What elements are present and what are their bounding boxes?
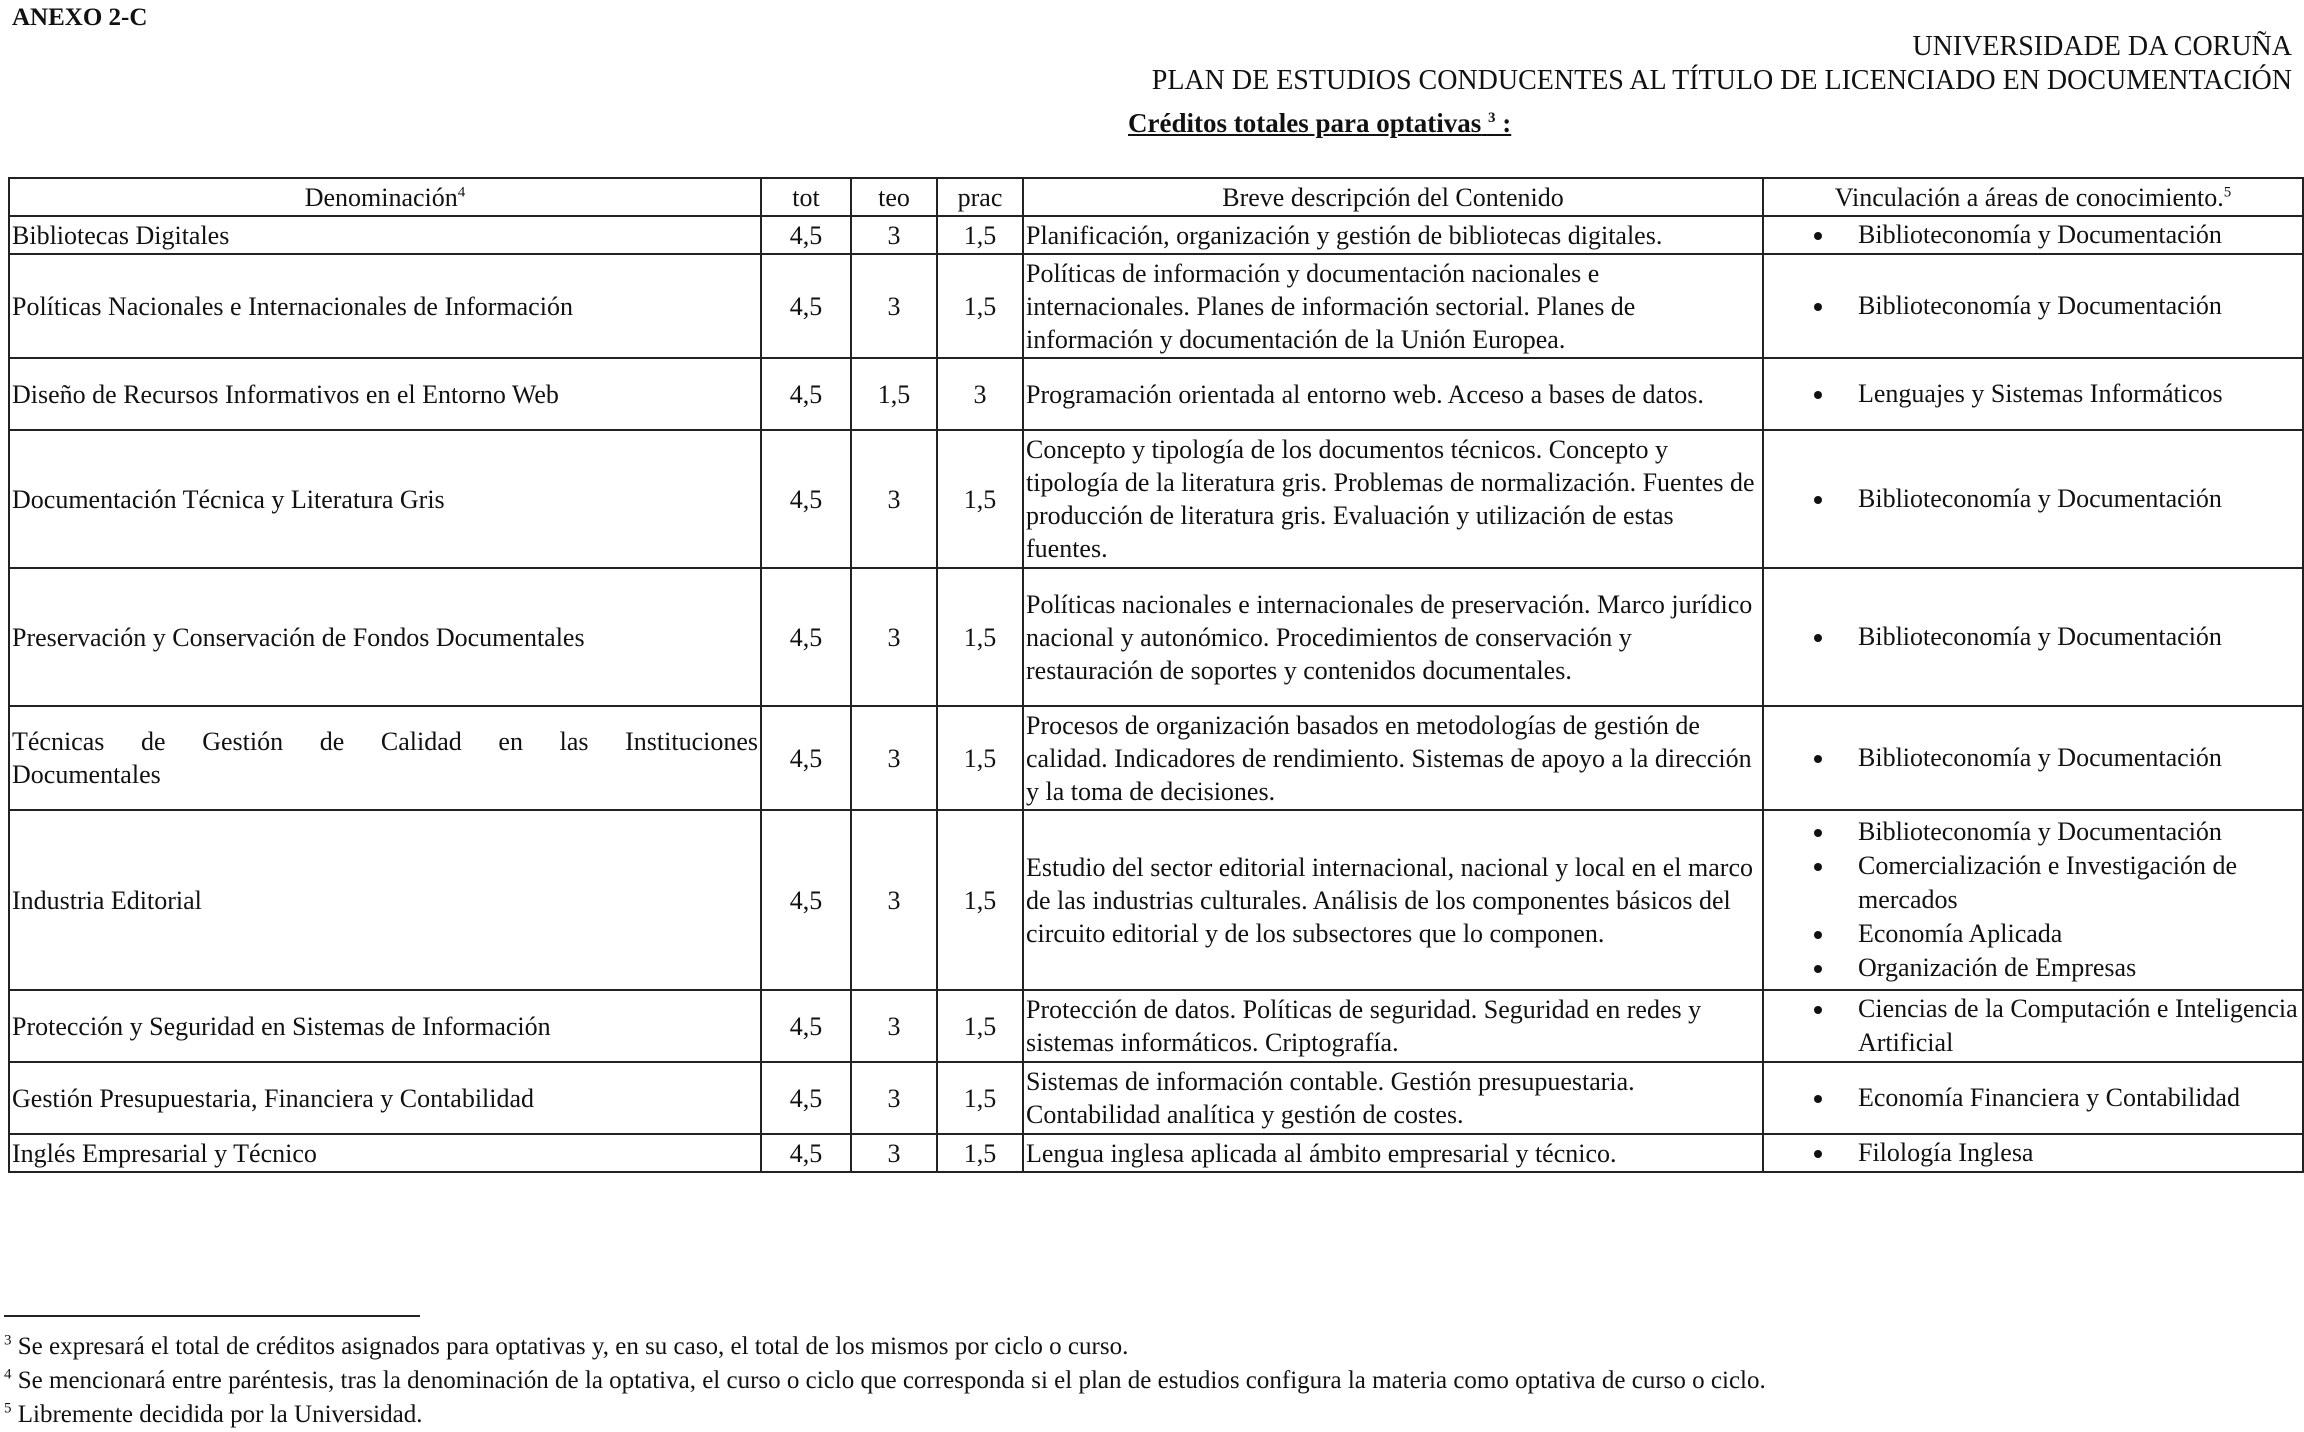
credits-title: [1128, 108, 1511, 139]
area-item: Filología Inglesa: [1766, 1136, 2300, 1170]
course-name-line: Técnicas de Gestión de Calidad en las Instituciones: [12, 727, 758, 756]
plan-title: PLAN DE ESTUDIOS CONDUCENTES AL TÍTULO DE LICENCIADO EN DOCUMENTACIÓN: [1151, 65, 2292, 96]
knowledge-areas: [1763, 706, 2303, 810]
credits-tot: 4,5: [761, 568, 851, 706]
knowledge-areas: [1763, 254, 2303, 358]
course-description: Protección de datos. Políticas de seguridad. Seguridad en redes y sistemas informáticos. Criptografía.: [1023, 990, 1763, 1062]
knowledge-areas: [1763, 810, 2303, 990]
document-header: [1152, 30, 2292, 98]
credits-prac: 3: [937, 358, 1023, 430]
course-name-line: Documentales: [12, 760, 161, 789]
footnote-text: Libremente decidida por la Universidad.: [11, 1401, 423, 1428]
course-name: Políticas Nacionales e Internacionales de Información: [9, 254, 761, 358]
knowledge-areas: [1763, 358, 2303, 430]
course-name: Protección y Seguridad en Sistemas de Información: [9, 990, 761, 1062]
credits-teo: 1,5: [851, 358, 937, 430]
area-item: Comercialización e Investigación de mercados: [1766, 849, 2300, 917]
area-item: Biblioteconomía y Documentación: [1766, 289, 2300, 323]
course-name: Industria Editorial: [9, 810, 761, 990]
area-item: Lenguajes y Sistemas Informáticos: [1766, 377, 2300, 411]
credits-teo: 3: [851, 990, 937, 1062]
knowledge-areas: [1763, 1062, 2303, 1134]
header-prac: prac: [937, 178, 1023, 216]
table-row: [9, 358, 2303, 430]
course-description: Lengua inglesa aplicada al ámbito empresarial y técnico.: [1023, 1134, 1763, 1172]
table-row: [9, 1134, 2303, 1172]
credits-tot: 4,5: [761, 254, 851, 358]
credits-prac: 1,5: [937, 706, 1023, 810]
table-row: [9, 254, 2303, 358]
optional-courses-table: [8, 177, 2304, 1173]
course-description: Sistemas de información contable. Gestión presupuestaria. Contabilidad analítica y gestión de costes.: [1023, 1062, 1763, 1134]
header-denominacion: Denominación$^4$: [9, 178, 761, 216]
course-name: Bibliotecas Digitales: [9, 216, 761, 254]
credits-suffix: :: [1495, 108, 1512, 138]
credits-tot: 4,5: [761, 430, 851, 568]
credits-teo: 3: [851, 1134, 937, 1172]
course-description: Procesos de organización basados en metodologías de gestión de calidad. Indicadores de rendimiento. Sistemas de apoyo a la dirección y la toma de decisiones.: [1023, 706, 1763, 810]
table-row: [9, 990, 2303, 1062]
table-row: [9, 706, 2303, 810]
footnote-item: [4, 1330, 1766, 1364]
footnote-divider: [4, 1315, 420, 1317]
credits-tot: 4,5: [761, 810, 851, 990]
annex-label: ANEXO 2-C: [12, 4, 148, 31]
table-row: [9, 216, 2303, 254]
footnote-number: 4: [4, 1366, 12, 1383]
credits-teo: 3: [851, 568, 937, 706]
credits-tot: 4,5: [761, 1062, 851, 1134]
area-item: Biblioteconomía y Documentación: [1766, 482, 2300, 516]
header-tot: tot: [761, 178, 851, 216]
course-name: Diseño de Recursos Informativos en el Entorno Web: [9, 358, 761, 430]
credits-teo: 3: [851, 1062, 937, 1134]
header-vinculacion: Vinculación a áreas de conocimiento.$^5$: [1763, 178, 2303, 216]
credits-prac: 1,5: [937, 1134, 1023, 1172]
knowledge-areas: [1763, 430, 2303, 568]
credits-tot: 4,5: [761, 706, 851, 810]
credits-tot: 4,5: [761, 1134, 851, 1172]
area-item: Biblioteconomía y Documentación: [1766, 741, 2300, 775]
knowledge-areas: [1763, 216, 2303, 254]
credits-tot: 4,5: [761, 990, 851, 1062]
area-item: Biblioteconomía y Documentación: [1766, 620, 2300, 654]
knowledge-areas: [1763, 990, 2303, 1062]
area-item: Biblioteconomía y Documentación: [1766, 218, 2300, 252]
course-description: Programación orientada al entorno web. Acceso a bases de datos.: [1023, 358, 1763, 430]
credits-teo: 3: [851, 216, 937, 254]
credits-prac: 1,5: [937, 254, 1023, 358]
credits-footnote-ref: 3: [1487, 110, 1496, 126]
course-name: Documentación Técnica y Literatura Gris: [9, 430, 761, 568]
footnote-text: Se expresará el total de créditos asignados para optativas y, en su caso, el total de los mismos por ciclo o curso.: [11, 1333, 1129, 1360]
header-descripcion: Breve descripción del Contenido: [1023, 178, 1763, 216]
table-row: [9, 1062, 2303, 1134]
footnote-number: 3: [4, 1332, 12, 1349]
course-name: [9, 706, 761, 810]
credits-teo: 3: [851, 810, 937, 990]
table-row: [9, 430, 2303, 568]
credits-prac: 1,5: [937, 990, 1023, 1062]
credits-teo: 3: [851, 430, 937, 568]
credits-prac: 1,5: [937, 430, 1023, 568]
knowledge-areas: [1763, 568, 2303, 706]
credits-prac: 1,5: [937, 216, 1023, 254]
footnote-text: Se mencionará entre paréntesis, tras la denominación de la optativa, el curso o ciclo que corresponda si el plan de estudios configura la materia como optativa de curso o ciclo.: [11, 1367, 1766, 1394]
credits-prac: 1,5: [937, 810, 1023, 990]
credits-prac: 1,5: [937, 568, 1023, 706]
table-row: [9, 810, 2303, 990]
course-name: Gestión Presupuestaria, Financiera y Contabilidad: [9, 1062, 761, 1134]
course-name: Preservación y Conservación de Fondos Documentales: [9, 568, 761, 706]
area-item: Ciencias de la Computación e Inteligencia Artificial: [1766, 992, 2300, 1060]
credits-tot: 4,5: [761, 358, 851, 430]
credits-teo: 3: [851, 706, 937, 810]
university-name: UNIVERSIDADE DA CORUÑA: [1912, 31, 2292, 62]
course-description: Estudio del sector editorial internacional, nacional y local en el marco de las industrias culturales. Análisis de los componentes básicos del circuito editorial y de los subsectores que lo componen.: [1023, 810, 1763, 990]
credits-teo: 3: [851, 254, 937, 358]
footnote-number: 5: [4, 1400, 12, 1417]
credits-prac: 1,5: [937, 1062, 1023, 1134]
table-header-row: [9, 178, 2303, 216]
credits-title-text: Créditos totales para optativas: [1128, 108, 1482, 138]
credits-tot: 4,5: [761, 216, 851, 254]
course-description: Planificación, organización y gestión de bibliotecas digitales.: [1023, 216, 1763, 254]
area-item: Economía Aplicada: [1766, 917, 2300, 951]
area-item: Biblioteconomía y Documentación: [1766, 815, 2300, 849]
footnote-item: [4, 1364, 1766, 1398]
area-item: Economía Financiera y Contabilidad: [1766, 1081, 2300, 1115]
header-teo: teo: [851, 178, 937, 216]
footnote-item: [4, 1398, 1766, 1432]
course-name: Inglés Empresarial y Técnico: [9, 1134, 761, 1172]
footnotes: [4, 1330, 1766, 1432]
course-description: Concepto y tipología de los documentos técnicos. Concepto y tipología de la literatura gris. Problemas de normalización. Fuentes de producción de literatura gris. Evaluación y utilización de estas fuentes.: [1023, 430, 1763, 568]
area-item: Organización de Empresas: [1766, 951, 2300, 985]
course-description: Políticas de información y documentación nacionales e internacionales. Planes de información sectorial. Planes de información y documentación de la Unión Europea.: [1023, 254, 1763, 358]
course-description: Políticas nacionales e internacionales de preservación. Marco jurídico nacional y autonómico. Procedimientos de conservación y restauración de soportes y contenidos documentales.: [1023, 568, 1763, 706]
table-row: [9, 568, 2303, 706]
knowledge-areas: [1763, 1134, 2303, 1172]
